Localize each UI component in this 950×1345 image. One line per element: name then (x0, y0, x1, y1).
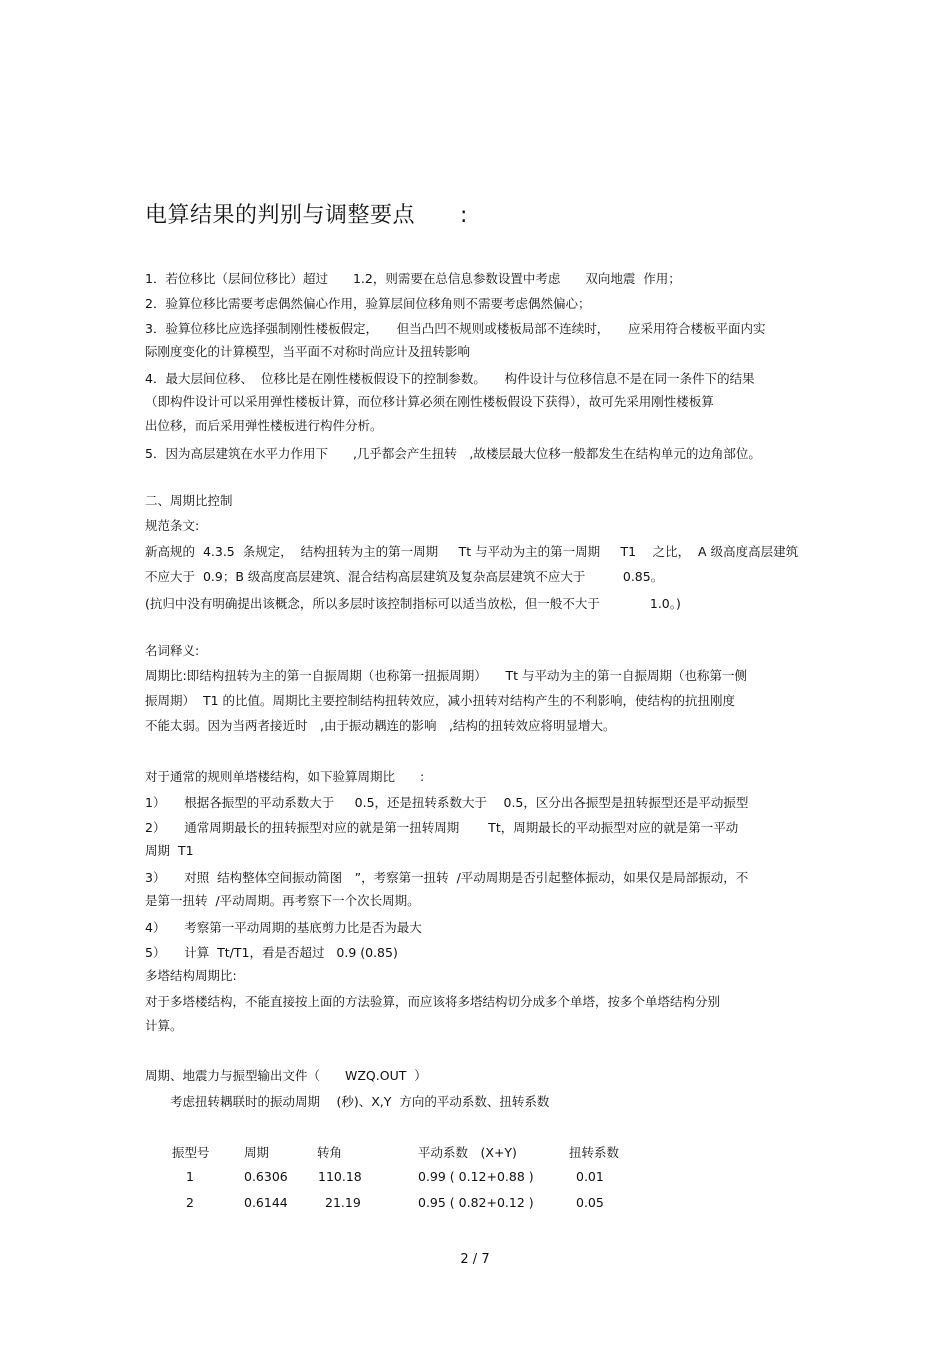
table-header-cell: 平动系数 (X+Y) (418, 1145, 517, 1160)
paragraph-line: 际刚度变化的计算模型，当平面不对称时尚应计及扭转影响 (145, 344, 471, 359)
table-cell: 0.6144 (244, 1195, 288, 1210)
table-header-cell: 振型号 (172, 1145, 210, 1160)
table-cell: 0.95 ( 0.82+0.12 ) (418, 1195, 534, 1210)
table-cell: 1 (186, 1169, 194, 1184)
table-header-cell: 扭转系数 (569, 1145, 620, 1160)
list-item: 1） 根据各振型的平动系数大于 0.5，还是扭转系数大于 0.5，区分出各振型是扭转振型还是平动振型 (145, 795, 749, 810)
table-cell: 2 (186, 1195, 194, 1210)
list-item: 2） 通常周期最长的扭转振型对应的就是第一扭转周期 Tt，周期最长的平动振型对应的就是第一平动 (145, 820, 739, 835)
paragraph-line: 对于多塔楼结构，不能直接按上面的方法验算，而应该将多塔结构切分成多个单塔，按多个单塔结构分别 (145, 994, 721, 1009)
paragraph-line: （即构件设计可以采用弹性楼板计算，而位移计算必须在刚性楼板假设下获得），故可先采用刚性楼板算 (145, 394, 714, 409)
table-cell: 21.19 (325, 1195, 361, 1210)
table-cell: 110.18 (318, 1169, 362, 1184)
document-title: 电算结果的判别与调整要点 : (145, 203, 468, 228)
table-header-cell: 转角 (317, 1145, 343, 1160)
subheading: 多塔结构周期比: (145, 968, 237, 983)
paragraph-line: 计算。 (145, 1018, 183, 1033)
subheading: 规范条文: (145, 518, 200, 533)
paragraph-line: 新高规的 4.3.5 条规定， 结构扭转为主的第一周期 Tt 与平动为主的第一周期 T1 之比， A 级高度高层建筑 (145, 544, 799, 559)
paragraph-line: 对于通常的规则单塔楼结构，如下验算周期比 : (145, 769, 425, 784)
paragraph-line: 考虑扭转耦联时的振动周期 (秒)、X,Y 方向的平动系数、扭转系数 (145, 1094, 550, 1109)
paragraph-line: 周期、地震力与振型输出文件（ WZQ.OUT ） (145, 1068, 427, 1083)
table-cell: 0.01 (576, 1169, 604, 1184)
paragraph-line: 出位移，而后采用弹性楼板进行构件分析。 (145, 418, 383, 433)
table-header-cell: 周期 (244, 1145, 270, 1160)
list-item: 5） 计算 Tt/T1，看是否超过 0.9 (0.85) (145, 945, 398, 960)
paragraph-line: 5．因为高层建筑在水平力作用下 ,几乎都会产生扭转 ,故楼层最大位移一般都发生在结构单元的边角部位。 (145, 446, 761, 461)
paragraph-line: 不应大于 0.9；B 级高度高层建筑、混合结构高层建筑及复杂高层建筑不应大于 0.85。 (145, 569, 664, 584)
subheading: 名词释义: (145, 643, 200, 658)
paragraph-line: 4．最大层间位移、 位移比是在刚性楼板假设下的控制参数。 构件设计与位移信息不是在同一条件下的结果 (145, 371, 755, 386)
table-cell: 0.6306 (244, 1169, 288, 1184)
paragraph-line: 1．若位移比（层间位移比）超过 1.2，则需要在总信息参数设置中考虑 双向地震 作用； (145, 271, 681, 286)
table-cell: 0.99 ( 0.12+0.88 ) (418, 1169, 534, 1184)
paragraph-line: 周期比:即结构扭转为主的第一自振周期（也称第一扭振周期） Tt 与平动为主的第一自振周期（也称第一侧 (145, 668, 747, 683)
paragraph-line: 2．验算位移比需要考虑偶然偏心作用，验算层间位移角则不需要考虑偶然偏心； (145, 296, 591, 311)
paragraph-line: 3．验算位移比应选择强制刚性楼板假定， 但当凸凹不规则或楼板局部不连续时， 应采用符合楼板平面内实 (145, 321, 766, 336)
list-item: 4） 考察第一平动周期的基底剪力比是否为最大 (145, 920, 422, 935)
table-cell: 0.05 (576, 1195, 604, 1210)
list-item-continuation: 是第一扭转 /平动周期。再考察下一个次长周期。 (145, 893, 420, 908)
list-item: 3） 对照 结构整体空间振动简图 ”，考察第一扭转 /平动周期是否引起整体振动，如果仅是局部振动，不 (145, 870, 749, 885)
paragraph-line: (抗归中没有明确提出该概念，所以多层时该控制指标可以适当放松，但一般不大于 1.0。) (145, 596, 681, 611)
paragraph-line: 振周期） T1 的比值。周期比主要控制结构扭转效应，减小扭转对结构产生的不利影响，使结构的抗扭刚度 (145, 693, 736, 708)
paragraph-line: 不能太弱。因为当两者接近时 ,由于振动耦连的影响 ,结构的扭转效应将明显增大。 (145, 718, 616, 733)
page-number: 2 / 7 (460, 1252, 490, 1267)
list-item-continuation: 周期 T1 (145, 843, 194, 858)
section-heading: 二、周期比控制 (145, 493, 233, 508)
